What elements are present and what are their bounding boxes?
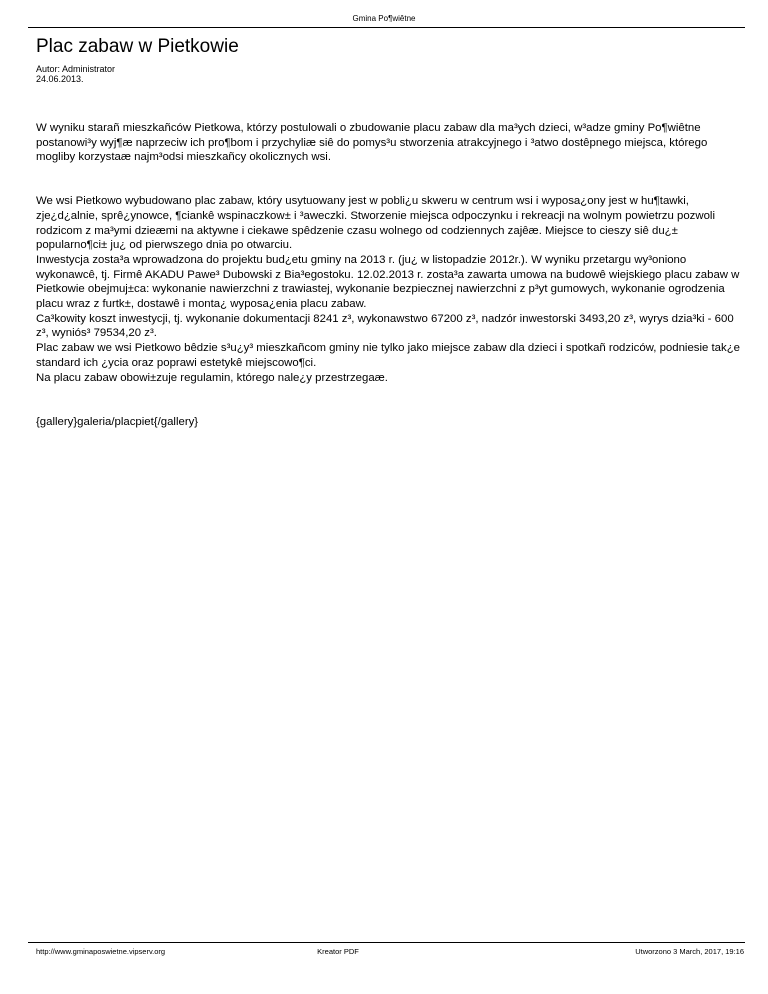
footer-created-date: Utworzono 3 March, 2017, 19:16 [635,947,744,956]
paragraph-spacer [36,165,748,194]
gallery-placeholder-tag: {gallery}galeria/placpiet{/gallery} [36,416,199,429]
article-title: Plac zabaw w Pietkowie [36,36,239,57]
footer-divider [28,942,745,943]
article-date: 24.06.2013. [36,74,84,84]
article-meta [36,64,115,84]
article-paragraph-cost: Ca³kowity koszt inwestycji, tj. wykonanie dokumentacji 8241 z³, wykonawstwo 67200 z³, nadzór inwestorski 3493,20 z³, wyrys dzia³ki - 600 z³, wyniós³ 79534,20 z³. [36,312,734,340]
article-author: Autor: Administrator [36,64,116,74]
page-header-site-name: Gmina Po¶wiêtne [352,14,416,23]
footer-url: http://www.gminaposwietne.vipserv.org [36,947,166,956]
article-paragraph-description: We wsi Pietkowo wybudowano plac zabaw, który usytuowany jest w pobli¿u skweru w centrum wsi i wyposa¿ony jest w hu¶tawki, zje¿d¿alnie, sprê¿ynowce, ¶ciankê wspinaczkow± i ³aweczki. Stworzenie miejsca odpoczynku i rekreacji na wolnym powietrzu pozwoli rodzicom z ma³ymi dzieæmi na aktywne i ciekawe spêdzenie czasu wolnego od codziennych zajêæ. Miejsce to cieszy siê du¿± popularno¶ci± ju¿ od pierwszego dnia po otwarciu. [36,195,715,252]
article-paragraph-rules: Na placu zabaw obowi±zuje regulamin, którego nale¿y przestrzegaæ. [36,371,388,384]
footer-generator: Kreator PDF [317,947,359,956]
article-paragraph-intro: W wyniku starañ mieszkañców Pietkowa, którzy postulowali o zbudowanie placu zabaw dla ma³ych dzieci, w³adze gminy Po¶wiêtne postanowi³y wyj¶æ naprzeciw ich pro¶bom i przychyliæ siê do pomys³u stworzenia atrakcyjnego i ³atwo dostêpnego miejsca, którego mogliby korzystaæ najm³odsi mieszkañcy okolicznych wsi. [36,122,708,164]
article-paragraph-investment: Inwestycja zosta³a wprowadzona do projektu bud¿etu gminy na 2013 r. (ju¿ w listopadzie 2012r.). W wyniku przetargu wy³oniono wykonawcê, tj. Firmê AKADU Pawe³ Dubowski z Bia³egostoku. 12.02.2013 r. zosta³a zawarta umowa na budowê wiejskiego placu zabaw w Pietkowie obejmuj±ca: wykonanie nawierzchni z trawiastej, wykonanie bezpiecznej nawierzchni z p³yt gumowych, wykonanie ogrodzenia placu wraz z furtk±, dostawê i monta¿ wyposa¿enia placu zabaw. [36,253,740,311]
header-divider [28,27,745,28]
article-body [36,121,748,430]
paragraph-spacer [36,385,748,415]
article-paragraph-benefits: Plac zabaw we wsi Pietkowo bêdzie s³u¿y³ mieszkañcom gminy nie tylko jako miejsce zabaw dla dzieci i spotkañ rodziców, podniesie tak¿e standard ich ¿ycia oraz poprawi estetykê miejscowo¶ci. [36,342,740,369]
